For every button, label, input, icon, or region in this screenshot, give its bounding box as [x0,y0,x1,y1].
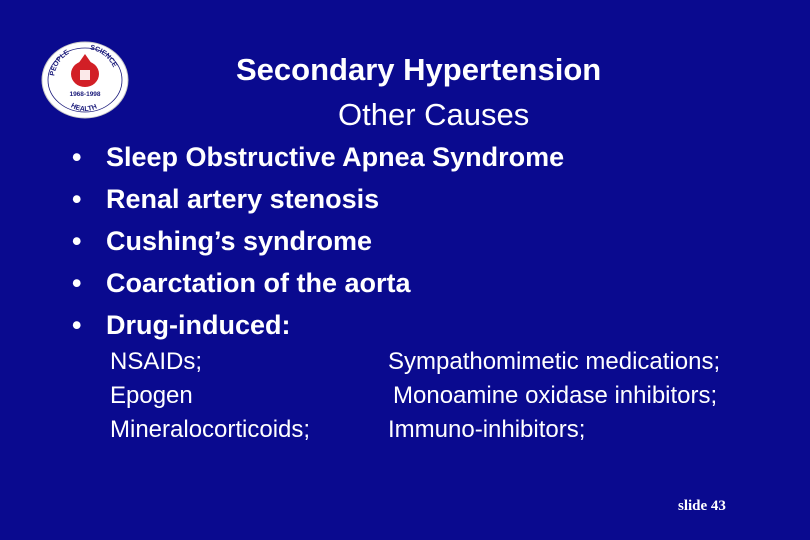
list-item [72,262,564,304]
list-item-text: Cushing’s syndrome [106,226,373,256]
drug-list-left [110,345,310,447]
list-item [72,178,564,220]
slide-subtitle: Other Causes [338,97,530,132]
list-item [72,304,564,346]
bullet-marker: • [72,226,82,256]
list-item [72,136,564,178]
institution-seal-icon [40,40,130,120]
drug-list-right [388,345,720,447]
logo-years: 1968-1998 [69,91,101,98]
list-item-text: Renal artery stenosis [106,184,380,214]
logo-text-top-left: PEOPLE [49,49,71,77]
slide-number: slide 43 [678,498,726,514]
list-item-text: Coarctation of the aorta [106,268,411,298]
logo-text-top-right: SCIENCE [89,44,118,69]
list-item [72,220,564,262]
list-item-text: Sleep Obstructive Apnea Syndrome [106,142,565,172]
bullet-marker: • [72,310,82,340]
drug-item: Monoamine oxidase inhibitors; [393,382,718,409]
drug-item: Sympathomimetic medications; [388,348,721,375]
logo-text-bottom: HEALTH [69,102,99,114]
drug-item: Immuno-inhibitors; [388,416,586,443]
slide-title: Secondary Hypertension [236,52,602,87]
causes-list [72,136,564,346]
drug-item: Epogen [110,382,193,409]
drug-item: Mineralocorticoids; [110,416,311,443]
bullet-marker: • [72,184,82,214]
bullet-marker: • [72,268,82,298]
list-item-text: Drug-induced: [106,310,291,340]
bullet-marker: • [72,142,82,172]
drug-item: NSAIDs; [110,348,203,375]
